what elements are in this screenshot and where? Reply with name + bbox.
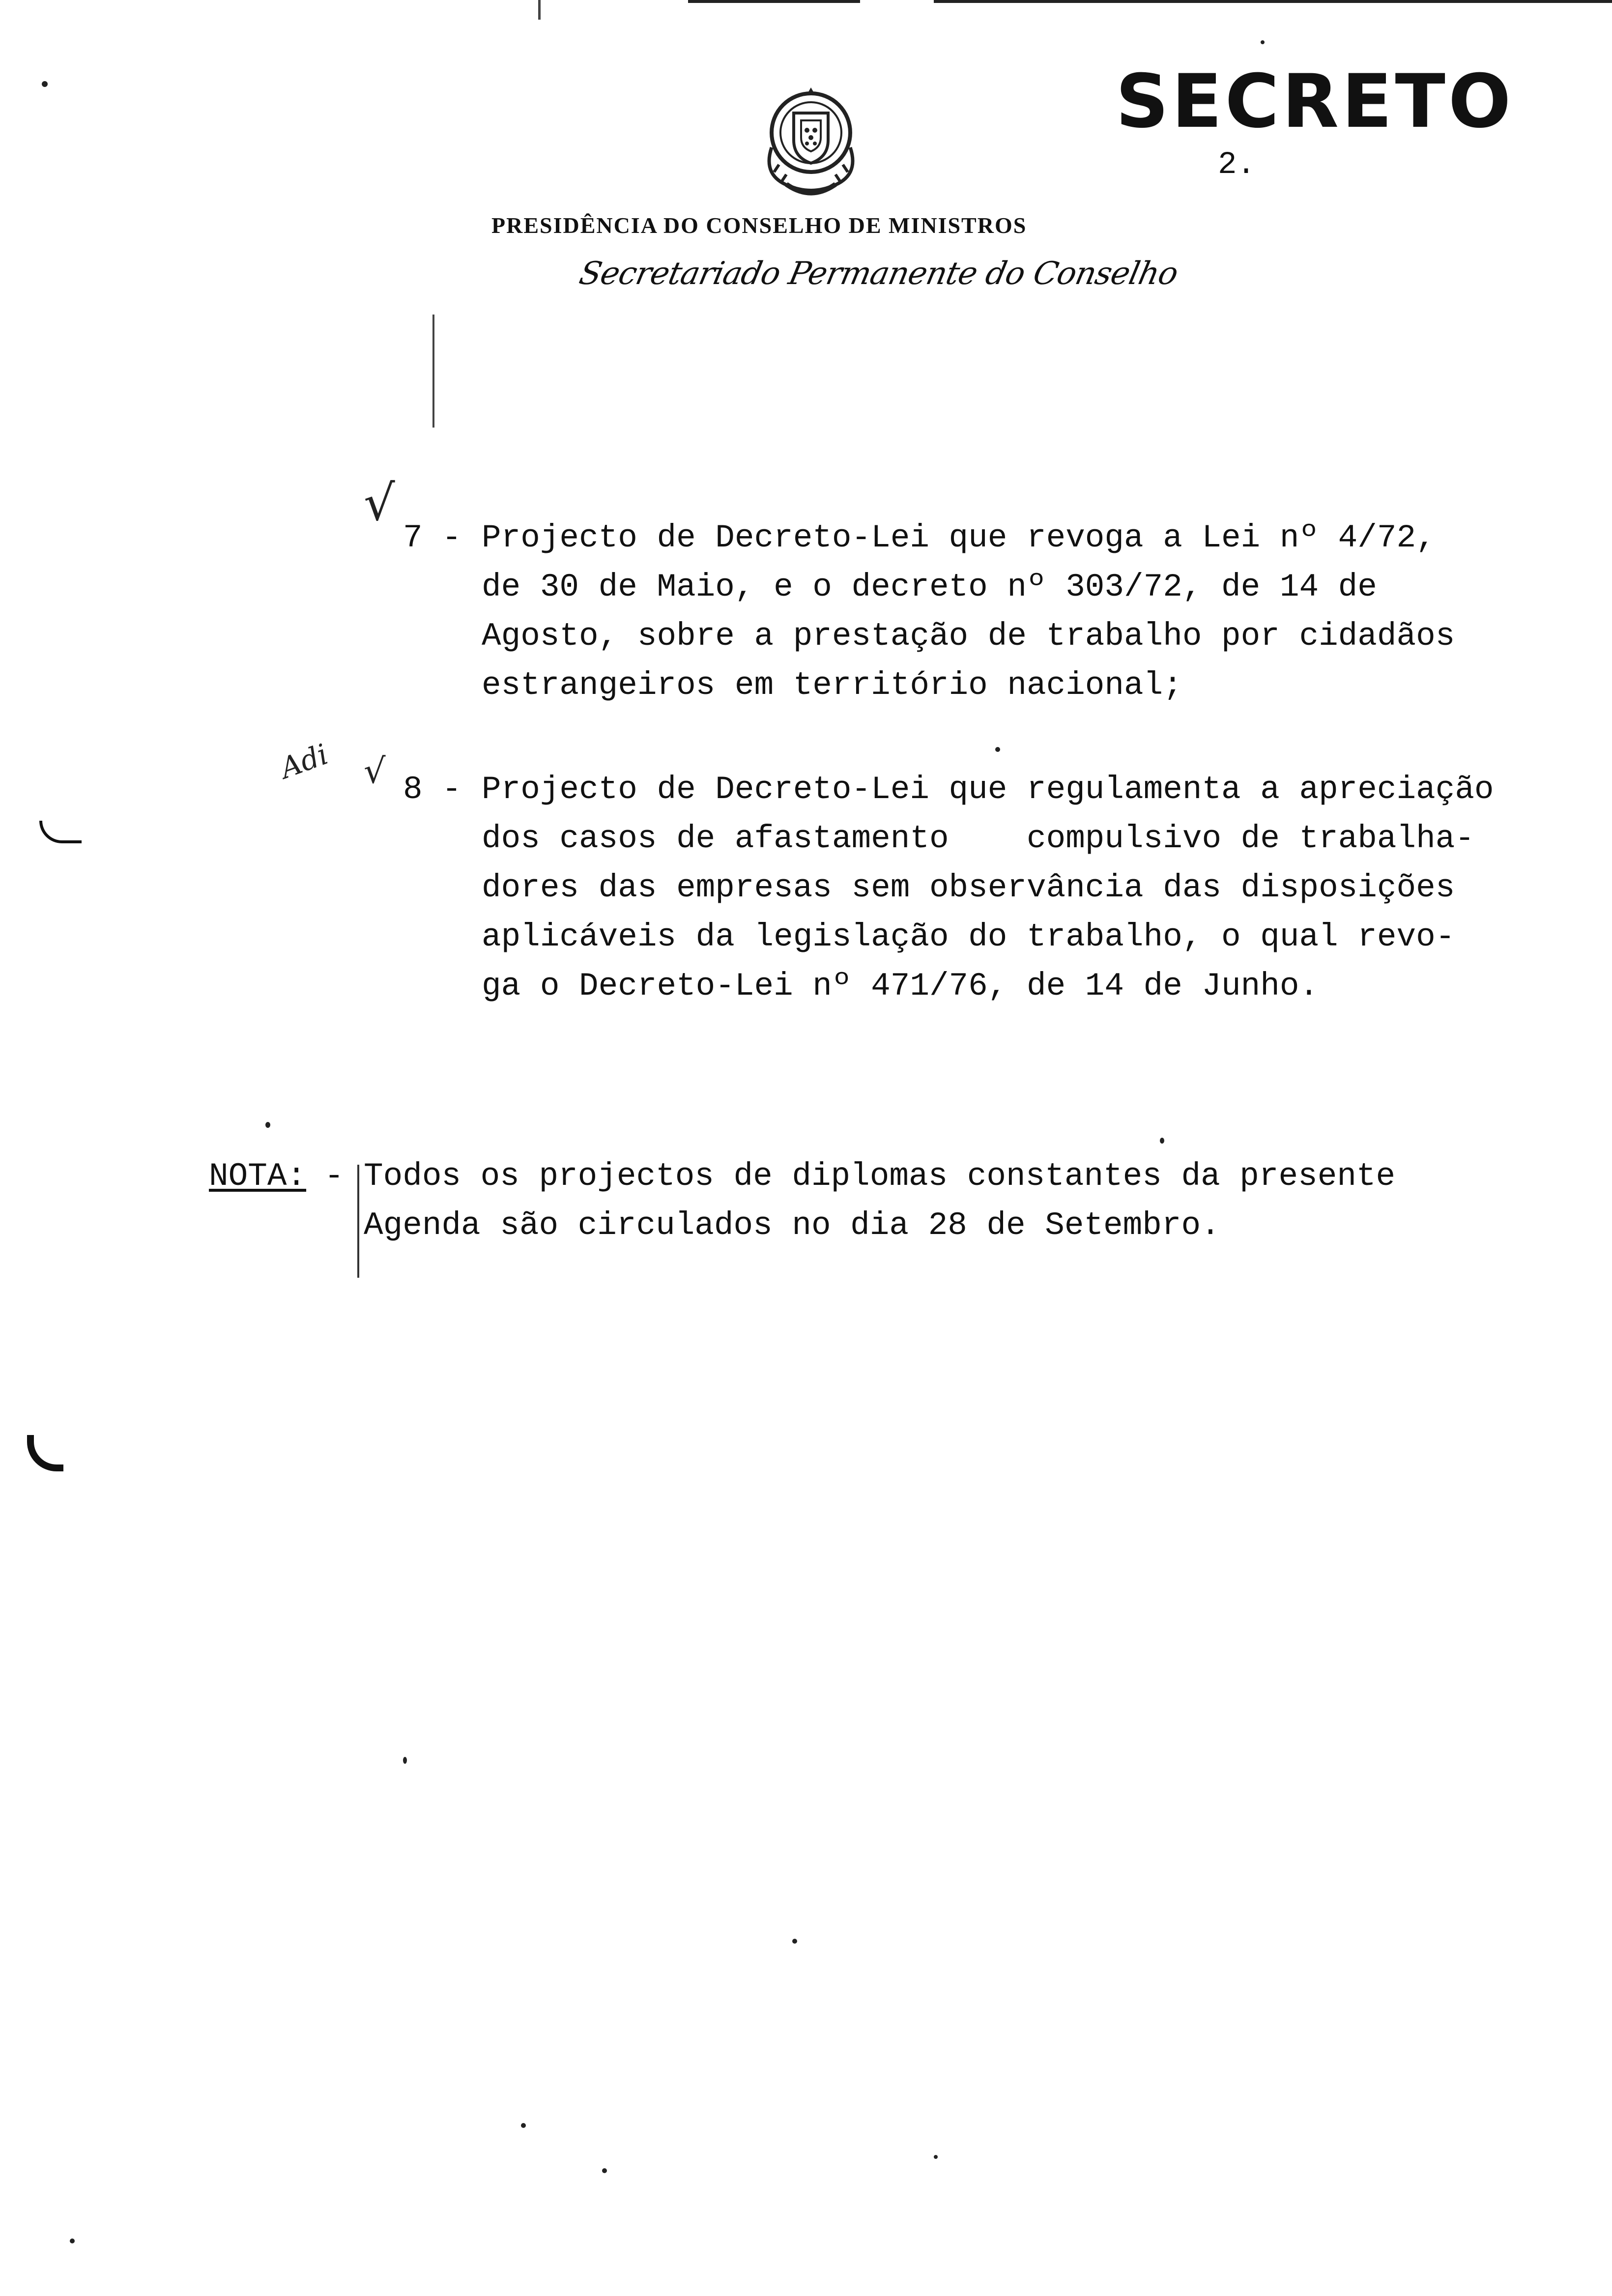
coat-of-arms-icon bbox=[752, 79, 870, 201]
classification-stamp: SECRETO bbox=[1116, 59, 1514, 144]
note-dash: - bbox=[324, 1158, 344, 1195]
item-text-line: dos casos de afastamento compulsivo de trabalha- bbox=[482, 820, 1474, 857]
item-text-line: de 30 de Maio, e o decreto nº 303/72, de 14 de bbox=[482, 569, 1377, 605]
scan-edge-line bbox=[688, 0, 860, 3]
margin-mark bbox=[39, 821, 82, 843]
page-number: 2. bbox=[1218, 147, 1256, 183]
handwritten-check-mark: √ bbox=[364, 474, 395, 532]
speck bbox=[934, 2155, 938, 2159]
item-text-line: Projecto de Decreto-Lei que revoga a Lei nº 4/72, bbox=[482, 519, 1436, 556]
speck bbox=[403, 1757, 407, 1764]
speck bbox=[602, 2168, 607, 2173]
note-text-line: Todos os projectos de diplomas constantes da presente bbox=[364, 1158, 1396, 1195]
agenda-item-8 bbox=[403, 765, 1533, 1158]
item-number: 7 - bbox=[403, 519, 461, 556]
item-text-line: Projecto de Decreto-Lei que regulamenta a apreciação bbox=[482, 771, 1494, 808]
item-text-line: dores das empresas sem observância das disposições bbox=[482, 869, 1455, 906]
speck bbox=[1261, 40, 1265, 44]
item-text-line: Agosto, sobre a prestação de trabalho por cidadãos bbox=[482, 618, 1455, 655]
speck bbox=[521, 2123, 526, 2128]
margin-mark bbox=[27, 1435, 63, 1471]
organization-heading: PRESIDÊNCIA DO CONSELHO DE MINISTROS bbox=[491, 213, 1027, 238]
speck bbox=[265, 1122, 270, 1128]
scan-edge-line bbox=[538, 0, 541, 20]
speck bbox=[70, 2239, 75, 2243]
speck bbox=[42, 81, 48, 87]
department-heading: Secretariado Permanente do Conselho bbox=[576, 256, 1181, 292]
handwritten-check-mark: √ bbox=[364, 751, 386, 791]
scan-edge-line bbox=[934, 0, 1612, 3]
scan-edge-line bbox=[432, 315, 434, 428]
note-label: NOTA: bbox=[209, 1158, 307, 1195]
item-text-line: estrangeiros em território nacional; bbox=[482, 667, 1182, 704]
handwritten-annotation: Adi bbox=[276, 737, 333, 785]
item-text-line: ga o Decreto-Lei nº 471/76, de 14 de Junho. bbox=[482, 968, 1319, 1004]
speck bbox=[792, 1939, 797, 1944]
note-text-line: Agenda são circulados no dia 28 de Setembro. bbox=[364, 1207, 1220, 1244]
item-text-line: aplicáveis da legislação do trabalho, o qual revo- bbox=[482, 918, 1455, 955]
note-margin-line bbox=[357, 1165, 359, 1278]
item-number: 8 - bbox=[403, 771, 461, 808]
